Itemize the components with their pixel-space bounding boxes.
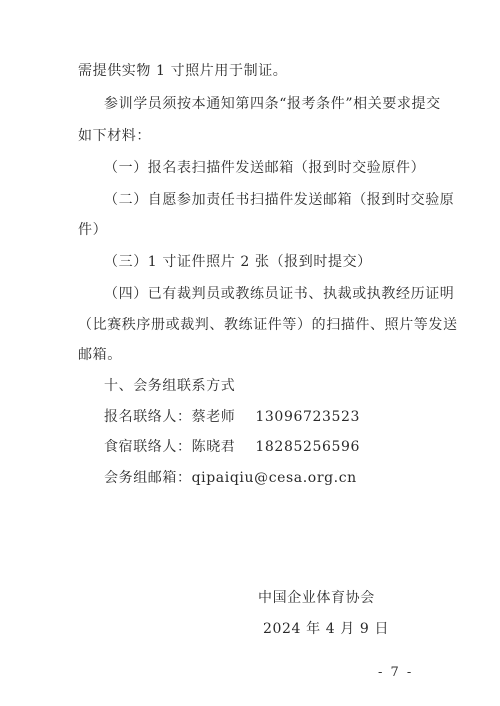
contact-label: 报名联络人：	[104, 409, 192, 425]
section-heading: 十、会务组联系方式	[104, 378, 236, 394]
paragraph-line: 如下材料：	[78, 128, 151, 144]
list-item-4-continued: （比赛秩序册或裁判、教练证件等）的扫描件、照片等发送	[78, 317, 458, 333]
contact-name: 陈晓君	[191, 439, 236, 455]
signature-organization: 中国企业体育协会	[258, 590, 375, 606]
list-item-1: （一）报名表扫描件发送邮箱（报到时交验原件）	[104, 160, 426, 176]
contact-phone: 13096723523	[255, 409, 361, 425]
list-item-2: （二）自愿参加责任书扫描件发送邮箱（报到时交验原	[104, 192, 455, 208]
contact-lodging	[104, 438, 360, 456]
list-item-3: （三）1 寸证件照片 2 张（报到时提交）	[104, 254, 372, 270]
paragraph-line: 需提供实物 1 寸照片用于制证。	[78, 63, 288, 79]
contact-registration	[104, 408, 360, 426]
paragraph-line: 参训学员须按本通知第四条“报考条件”相关要求提交	[104, 96, 441, 112]
contact-label: 食宿联络人：	[104, 439, 192, 455]
contact-name: 蔡老师	[191, 409, 236, 425]
email-address: qipaiqiu@cesa.org.cn	[191, 470, 357, 486]
list-item-4: （四）已有裁判员或教练员证书、执裁或执教经历证明	[104, 286, 455, 302]
contact-phone: 18285256596	[255, 439, 361, 455]
contact-email	[104, 469, 357, 487]
contact-label: 会务组邮箱：	[104, 470, 192, 486]
signature-date: 2024 年 4 月 9 日	[263, 621, 390, 637]
list-item-4-continued: 邮箱。	[78, 347, 122, 363]
list-item-2-continued: 件）	[78, 222, 108, 238]
page-number: - 7 -	[378, 665, 414, 680]
